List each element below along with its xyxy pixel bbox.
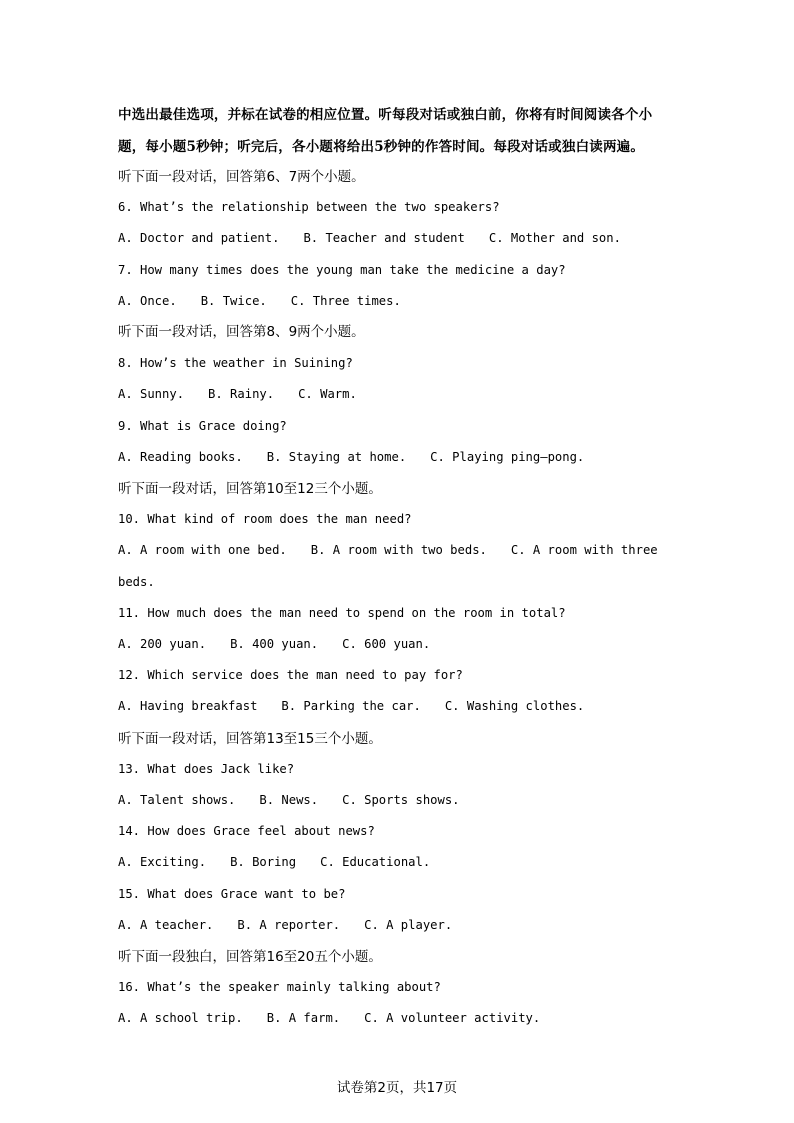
option-c: C. A player.: [364, 918, 453, 932]
question-8-options: [118, 387, 381, 401]
option-c: C. Sports shows.: [342, 793, 460, 807]
question-6: 6. What’s the relationship between the two speakers?: [118, 200, 500, 214]
option-b: B. Teacher and student: [303, 231, 465, 245]
option-b: B. A farm.: [266, 1011, 341, 1025]
option-c: C. 600 yuan.: [342, 637, 431, 651]
option-a: A. 200 yuan.: [118, 637, 207, 651]
option-a: A. Doctor and patient.: [118, 231, 280, 245]
question-11-options: [118, 637, 454, 651]
question-9: 9. What is Grace doing?: [118, 419, 287, 433]
option-c: C. Washing clothes.: [444, 699, 585, 713]
question-7: 7. How many times does the young man take the medicine a day?: [118, 263, 566, 277]
option-a: A. A teacher.: [118, 918, 214, 932]
option-a: A. A room with one bed.: [118, 543, 287, 557]
question-13-options: [118, 793, 484, 807]
question-10-option-wrap: beds.: [118, 575, 155, 589]
option-b: B. Twice.: [200, 294, 267, 308]
option-c: C. Three times.: [290, 294, 401, 308]
section-heading-1: 听下面一段对话，回答第6、7两个小题。: [118, 169, 365, 185]
option-a: A. Sunny.: [118, 387, 185, 401]
question-16: 16. What’s the speaker mainly talking about?: [118, 980, 441, 994]
question-15: 15. What does Grace want to be?: [118, 887, 346, 901]
option-a: A. Reading books.: [118, 450, 243, 464]
option-c: C. A volunteer activity.: [364, 1011, 541, 1025]
question-6-options: [118, 231, 645, 245]
question-14-options: [118, 855, 454, 869]
instructions-paragraph: 中选出最佳选项，并标在试卷的相应位置。听每段对话或独白前，你将有时间阅读各个小题，每小题5秒钟；听完后，各小题将给出5秒钟的作答时间。每段对话或独白读两遍。: [118, 107, 653, 155]
option-b: B. A room with two beds.: [310, 543, 487, 557]
option-a: A. A school trip.: [118, 1011, 243, 1025]
option-a: A. Having breakfast: [118, 699, 258, 713]
question-9-options: [118, 450, 608, 464]
option-a: A. Once.: [118, 294, 177, 308]
section-heading-2: 听下面一段对话，回答第8、9两个小题。: [118, 324, 365, 340]
option-a: A. Exciting.: [118, 855, 207, 869]
section-heading-5: 听下面一段独白，回答第16至20五个小题。: [118, 949, 382, 965]
option-b: B. Parking the car.: [281, 699, 421, 713]
option-c: C. Mother and son.: [488, 231, 621, 245]
question-7-options: [118, 294, 425, 308]
question-15-options: [118, 918, 476, 932]
question-8: 8. How’s the weather in Suining?: [118, 356, 353, 370]
option-a: A. Talent shows.: [118, 793, 236, 807]
option-b: B. Boring: [230, 855, 297, 869]
option-b: B. 400 yuan.: [230, 637, 319, 651]
page-footer: 试卷第2页，共17页: [336, 1080, 458, 1096]
question-10: 10. What kind of room does the man need?: [118, 512, 412, 526]
option-b: B. Rainy.: [208, 387, 275, 401]
option-b: B. News.: [259, 793, 319, 807]
option-c: C. Warm.: [298, 387, 357, 401]
section-heading-3: 听下面一段对话，回答第10至12三个小题。: [118, 481, 382, 497]
question-12-options: [118, 699, 608, 713]
section-heading-4: 听下面一段对话，回答第13至15三个小题。: [118, 731, 382, 747]
question-10-options: [118, 543, 682, 557]
question-11: 11. How much does the man need to spend on the room in total?: [118, 606, 566, 620]
option-c: C. A room with three: [510, 543, 658, 557]
option-b: B. A reporter.: [237, 918, 341, 932]
question-14: 14. How does Grace feel about news?: [118, 824, 375, 838]
question-13: 13. What does Jack like?: [118, 762, 295, 776]
question-16-options: [118, 1011, 564, 1025]
option-c: C. Playing ping—pong.: [430, 450, 585, 464]
option-c: C. Educational.: [320, 855, 431, 869]
question-12: 12. Which service does the man need to pay for?: [118, 668, 463, 682]
option-b: B. Staying at home.: [266, 450, 407, 464]
